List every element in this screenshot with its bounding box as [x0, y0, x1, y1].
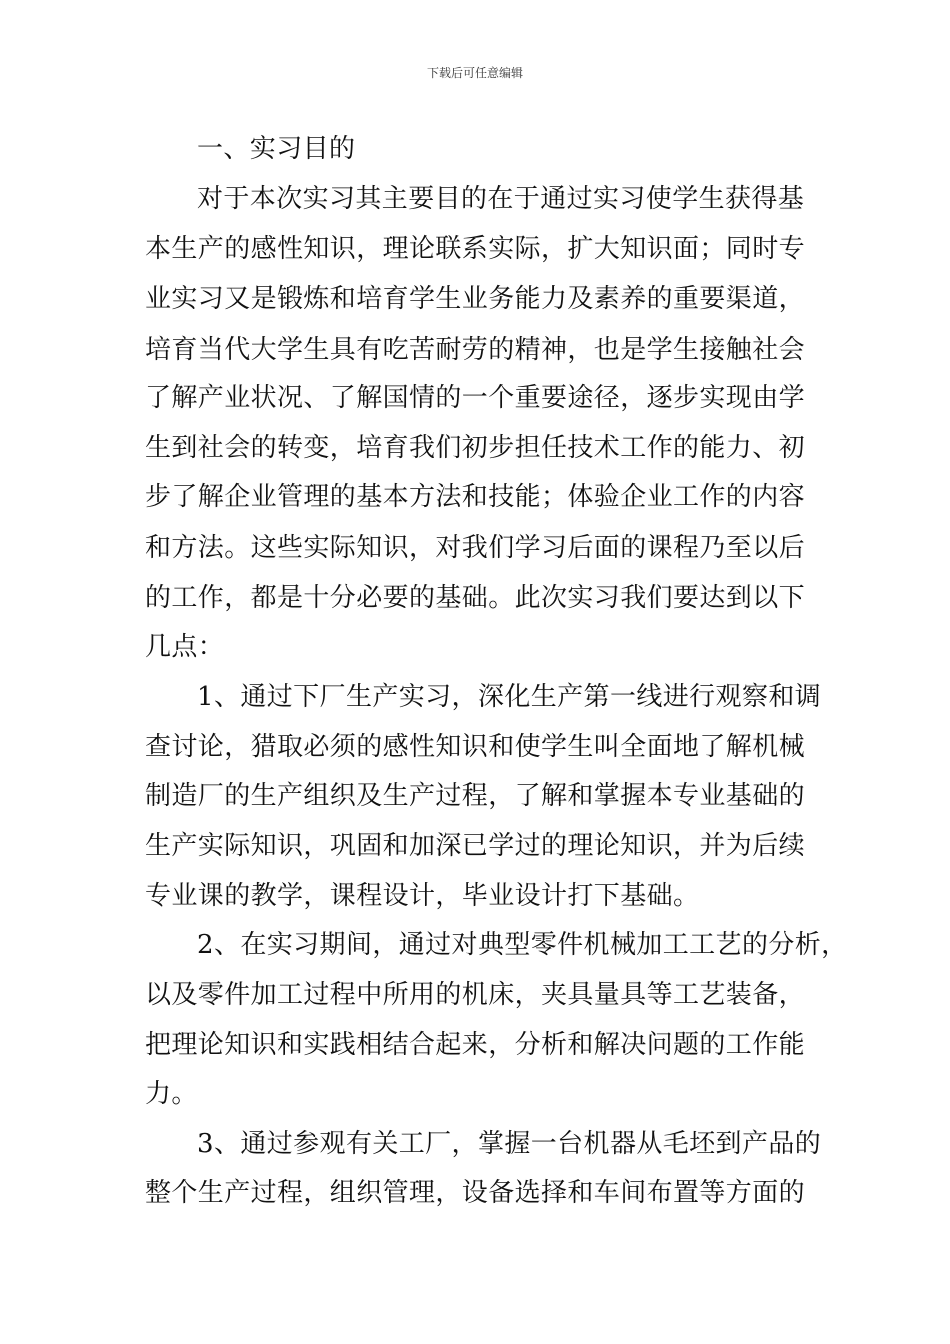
- paragraph-line: 对于本次实习其主要目的在于通过实习使学生获得基: [197, 184, 805, 214]
- list-item-line: 2、在实习期间，通过对典型零件机械加工工艺的分析，: [197, 930, 848, 960]
- list-item-line: 以及零件加工过程中所用的机床，夹具量具等工艺装备，: [145, 980, 806, 1010]
- paragraph-line: 本生产的感性知识，理论联系实际，扩大知识面；同时专: [145, 234, 806, 264]
- list-item-line: 查讨论，猎取必须的感性知识和使学生叫全面地了解机械: [145, 732, 806, 762]
- list-item-line: 3、通过参观有关工厂，掌握一台机器从毛坯到产品的: [197, 1129, 822, 1159]
- list-item-line: 制造厂的生产组织及生产过程，了解和掌握本专业基础的: [145, 781, 806, 811]
- paragraph-line: 几点：: [145, 632, 225, 662]
- section-heading: 一、实习目的: [197, 134, 356, 164]
- list-item-line: 力。: [145, 1079, 198, 1109]
- paragraph-line: 培育当代大学生具有吃苦耐劳的精神，也是学生接触社会: [145, 335, 806, 365]
- list-item-line: 生产实际知识，巩固和加深已学过的理论知识，并为后续: [145, 831, 806, 861]
- paragraph-line: 生到社会的转变，培育我们初步担任技术工作的能力、初: [145, 433, 806, 463]
- paragraph-line: 的工作，都是十分必要的基础。此次实习我们要达到以下: [145, 583, 806, 613]
- list-item-line: 专业课的教学，课程设计，毕业设计打下基础。: [145, 881, 700, 911]
- list-item-line: 把理论知识和实践相结合起来，分析和解决问题的工作能: [145, 1030, 806, 1060]
- paragraph-line: 了解产业状况、了解国情的一个重要途径，逐步实现由学: [145, 383, 806, 413]
- paragraph-line: 和方法。这些实际知识，对我们学习后面的课程乃至以后: [145, 533, 806, 563]
- list-item-line: 1、通过下厂生产实习，深化生产第一线进行观察和调: [197, 682, 822, 712]
- paragraph-line: 业实习又是锻炼和培育学生业务能力及素养的重要渠道，: [145, 284, 806, 314]
- page-header: 下载后可任意编辑: [426, 66, 523, 80]
- paragraph-line: 步了解企业管理的基本方法和技能；体验企业工作的内容: [145, 482, 806, 512]
- list-item-line: 整个生产过程，组织管理，设备选择和车间布置等方面的: [145, 1178, 806, 1208]
